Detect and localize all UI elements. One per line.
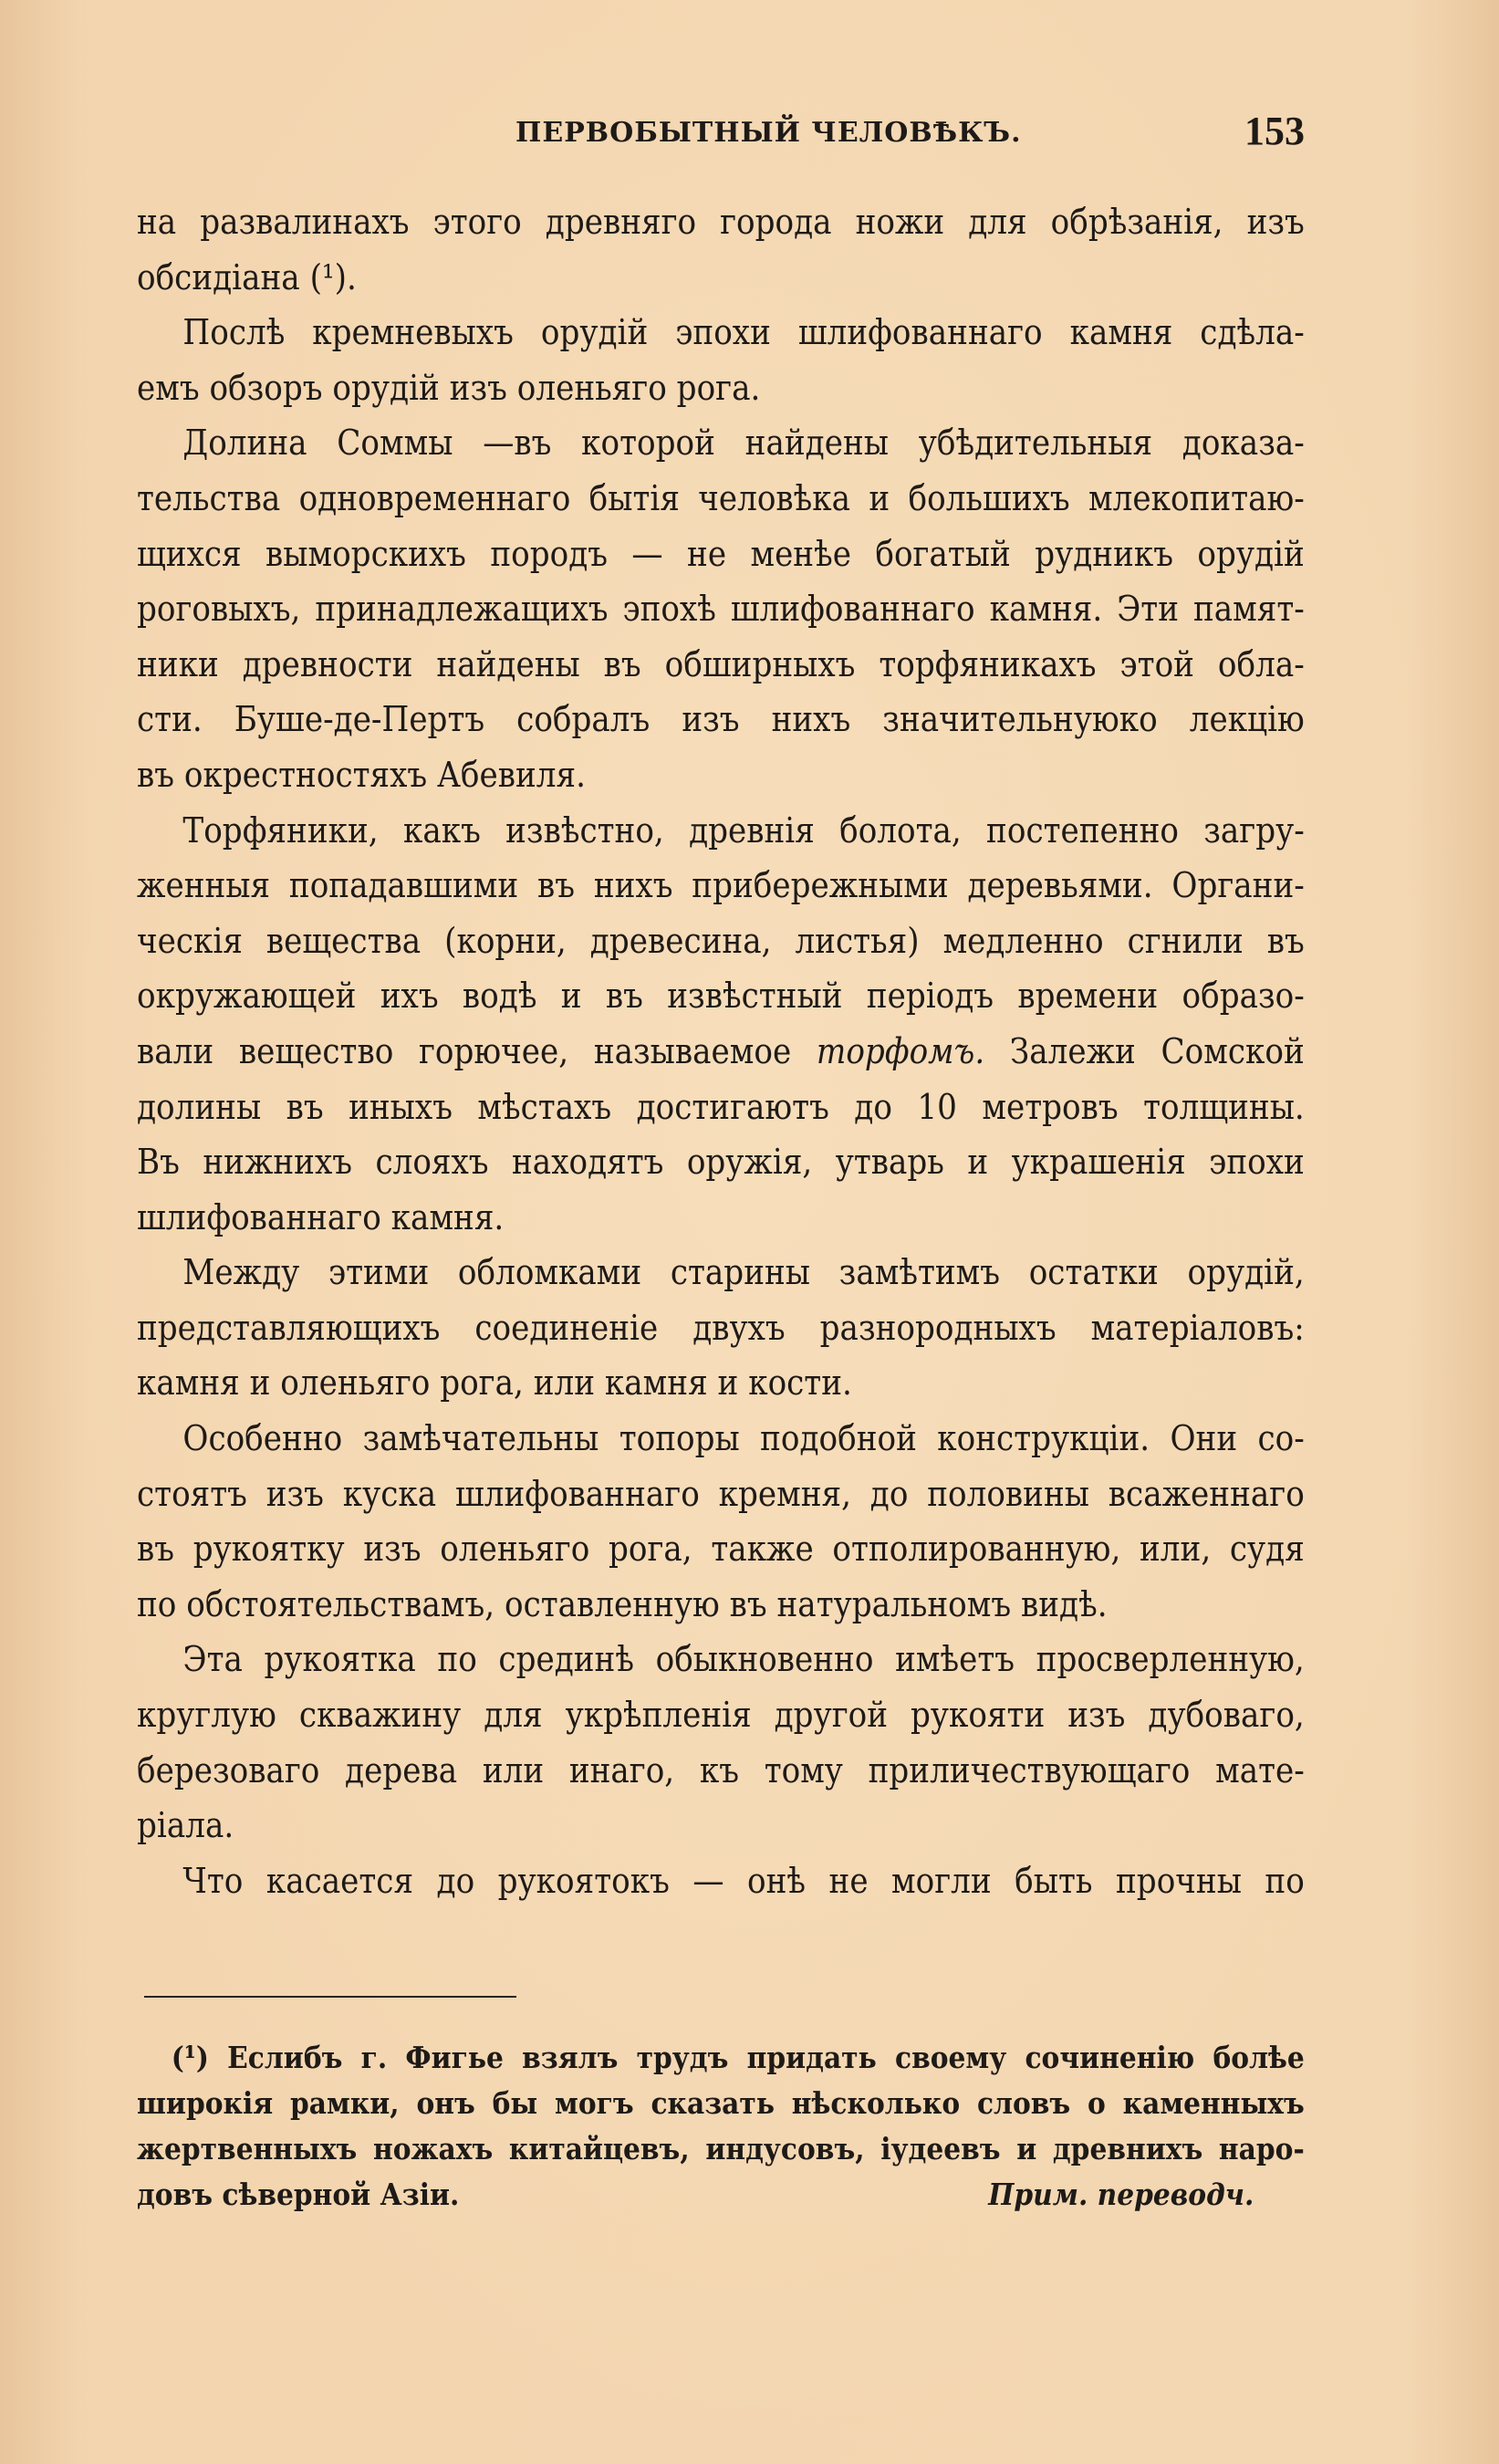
text-line: обсидіана (¹). xyxy=(137,256,357,298)
text-line: Между этими обломками старины замѣтимъ остатки орудій, xyxy=(182,1252,1305,1293)
text-line: по обстоятельствамъ, оставленную въ натуральномъ видѣ. xyxy=(137,1583,1108,1624)
text-line: ческія вещества (корни, древесина, листья) медленно сгнили въ xyxy=(137,920,1305,961)
text-line-with-italic xyxy=(137,1024,1305,1080)
text-line: роговыхъ, принадлежащихъ эпохѣ шлифованнаго камня. Эти памят- xyxy=(137,589,1305,630)
text-line: окружающей ихъ водѣ и въ извѣстный періодъ времени образо- xyxy=(137,976,1305,1017)
text-line: въ окрестностяхъ Абевиля. xyxy=(137,754,586,795)
text-line: Эта рукоятка по срединѣ обыкновенно имѣетъ просверленную, xyxy=(182,1639,1305,1680)
page-number: 153 xyxy=(1244,109,1305,153)
footnote-line: широкія рамки, онъ бы могъ сказать нѣсколько словъ о каменныхъ xyxy=(137,2085,1305,2121)
text-line: березоваго дерева или инаго, къ тому приличествующаго мате- xyxy=(137,1749,1305,1791)
footnote-separator xyxy=(144,1996,516,1998)
footnote-line: жертвенныхъ ножахъ китайцевъ, индусовъ, іудеевъ и древнихъ наро- xyxy=(137,2131,1305,2166)
body-text xyxy=(137,194,1305,1908)
text-line: ріала. xyxy=(137,1805,234,1846)
text-line: женныя попадавшими въ нихъ прибережными деревьями. Органи- xyxy=(137,865,1305,906)
text-line: на развалинахъ этого древняго города ножи для обрѣзанія, изъ xyxy=(137,202,1305,242)
page-header xyxy=(137,108,1305,153)
text-line: щихся выморскихъ породъ — не менѣе богатый рудникъ орудій xyxy=(137,533,1305,574)
text-line: шлифованнаго камня. xyxy=(137,1196,505,1237)
text-line: емъ обзоръ орудій изъ оленьяго рога. xyxy=(137,367,761,408)
text-line: Въ нижнихъ слояхъ находятъ оружія, утварь и украшенія эпохи xyxy=(137,1142,1305,1183)
text-line: представляющихъ соединеніе двухъ разнородныхъ матеріаловъ: xyxy=(137,1307,1305,1348)
running-head: ПЕРВОБЫТНЫЙ ЧЕЛОВѢКЪ. xyxy=(515,117,1022,149)
text-line: долины въ иныхъ мѣстахъ достигаютъ до 10 метровъ толщины. xyxy=(137,1086,1305,1127)
text-segment: Залежи Сомской xyxy=(1009,1030,1305,1071)
text-line: Особенно замѣчательны топоры подобной конструкціи. Они со- xyxy=(182,1418,1305,1459)
text-line: круглую скважину для укрѣпленія другой рукояти изъ дубоваго, xyxy=(137,1695,1305,1736)
text-line: въ рукоятку изъ оленьяго рога, также отполированную, или, судя xyxy=(137,1529,1305,1570)
text-line: сти. Буше-де-Пертъ собралъ изъ нихъ значительнуюко лекцію xyxy=(137,699,1305,740)
text-line: тельства одновременнаго бытія человѣка и большихъ млекопитаю- xyxy=(137,477,1305,518)
text-line: Долина Соммы —въ которой найдены убѣдительныя доказа- xyxy=(182,423,1305,464)
text-line: Что касается до рукоятокъ — онѣ не могли быть прочны по xyxy=(182,1860,1305,1901)
text-line: ники древности найдены въ обширныхъ торфяникахъ этой обла- xyxy=(137,643,1305,684)
footnote-line-last xyxy=(137,2172,1305,2218)
text-line: Послѣ кремневыхъ орудій эпохи шлифованнаго камня сдѣла- xyxy=(182,312,1305,353)
translator-note-signature: Прим. переводч. xyxy=(988,2177,1254,2212)
text-line: камня и оленьяго рога, или камня и кости. xyxy=(137,1363,852,1404)
text-line: Торфяники, какъ извѣстно, древнія болота, постепенно загру- xyxy=(182,809,1305,851)
footnote xyxy=(137,2035,1305,2218)
footnote-text: довъ сѣверной Азіи. xyxy=(137,2177,460,2212)
text-segment: вали вещество горючее, называемое xyxy=(137,1030,792,1071)
footnote-line: (¹) Еслибъ г. Фигье взялъ трудъ придать своему сочиненію болѣе xyxy=(171,2040,1305,2075)
text-line: стоятъ изъ куска шлифованнаго кремня, до половины всаженнаго xyxy=(137,1473,1305,1514)
italic-term: торфомъ. xyxy=(816,1030,985,1071)
